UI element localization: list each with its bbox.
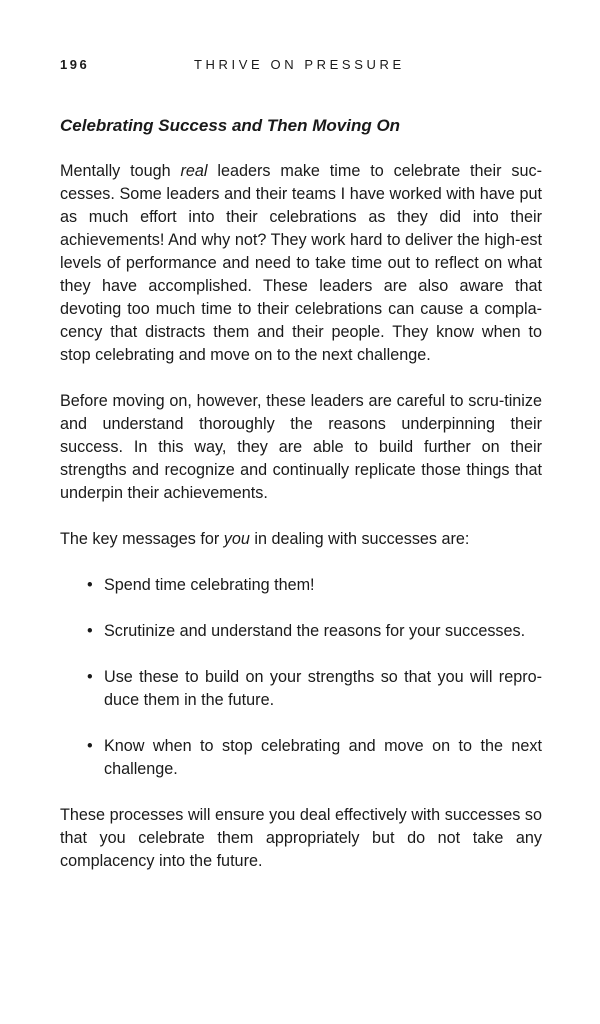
bullet-marker: • — [87, 737, 93, 755]
paragraph-conclusion: These processes will ensure you deal effectively with successes so that you celebrate them appropriately but do not take any complacency into the future. — [60, 806, 542, 870]
section-heading: Celebrating Success and Then Moving On — [60, 116, 401, 135]
running-head — [60, 57, 542, 73]
list-item — [60, 574, 542, 597]
list-item — [60, 666, 542, 712]
emphasis-you: you — [223, 530, 250, 548]
page-body — [60, 114, 542, 896]
list-item-text: Use these to build on your strengths so that you will repro-duce them in the future. — [104, 668, 542, 709]
key-messages-list — [60, 574, 542, 781]
list-item — [60, 620, 542, 643]
emphasis-real: real — [180, 162, 208, 180]
paragraph-celebrate — [60, 160, 542, 367]
paragraph-key-messages-end: in dealing with successes are: — [249, 530, 470, 548]
list-item — [60, 735, 542, 781]
paragraph-key-messages-start: The key messages for — [60, 530, 224, 548]
list-item-text: Spend time celebrating them! — [104, 576, 315, 594]
book-title: THRIVE ON PRESSURE — [194, 57, 405, 72]
list-item-text: Know when to stop celebrating and move on to the next challenge. — [104, 737, 542, 778]
paragraph-celebrate-text-start: Mentally tough — [60, 162, 181, 180]
bullet-marker: • — [87, 668, 93, 686]
page-number: 196 — [60, 57, 90, 72]
list-item-text: Scrutinize and understand the reasons for your successes. — [104, 622, 526, 640]
bullet-marker: • — [87, 622, 93, 640]
paragraph-key-messages — [60, 528, 542, 551]
paragraph-scrutinize: Before moving on, however, these leaders are careful to scru-tinize and understand thoroughly the reasons underpinning their success. In this way, they are able to build further on their strengths and recognize and continually replicate those things that underpin their achievements. — [60, 392, 542, 502]
paragraph-celebrate-text-end: leaders make time to celebrate their suc-cesses. Some leaders and their teams I have worked with have put as much effort into their celebrations as they did into their achievements! And why not? They work hard to deliver the high-est levels of performance and need to take time out to reflect on what they have accomplished. These leaders are also aware that devoting too much time to their celebrations can cause a compla-cency that distracts them and their people. They know when to stop celebrating and move on to the next challenge. — [60, 162, 542, 364]
bullet-marker: • — [87, 576, 93, 594]
